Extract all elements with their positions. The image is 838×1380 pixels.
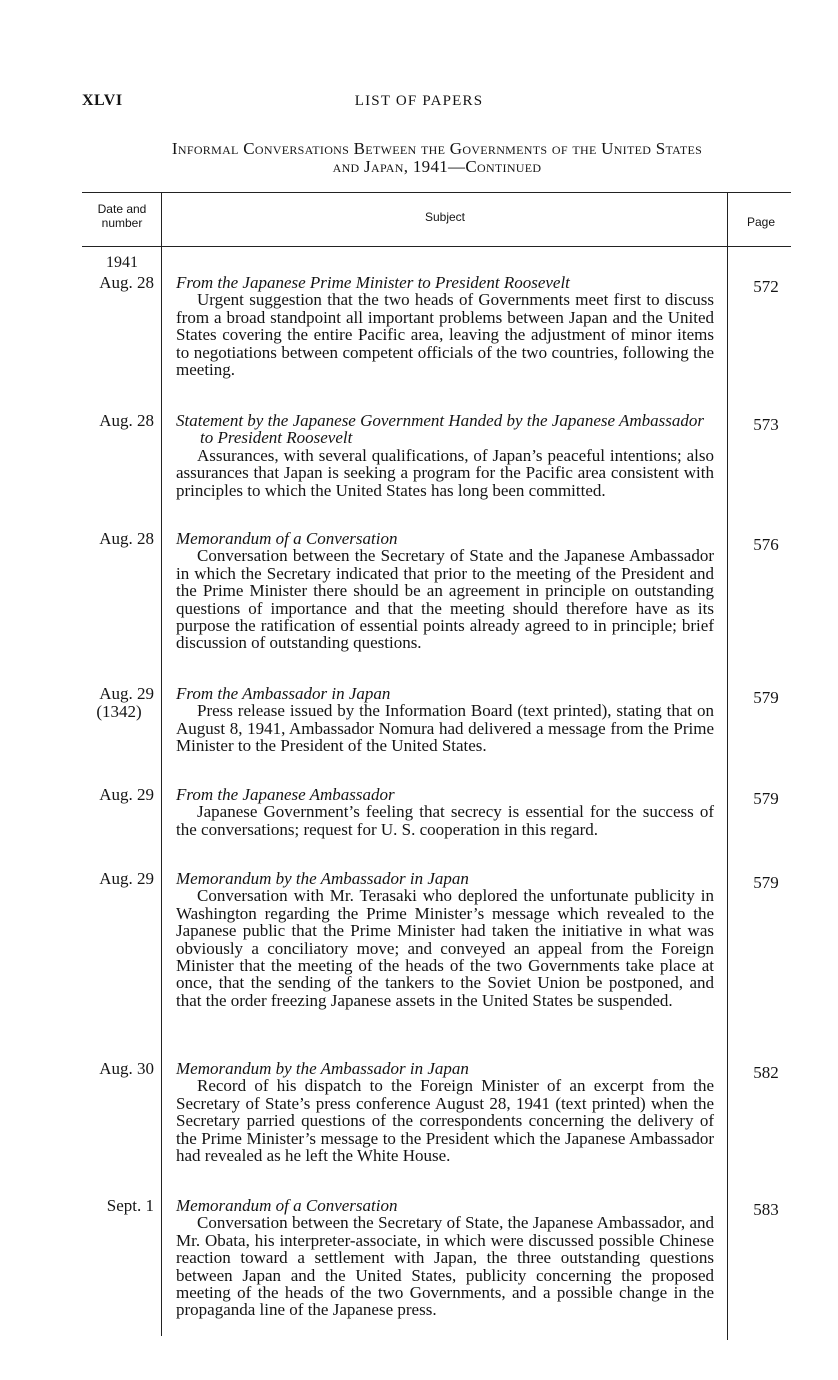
entry-subject bbox=[176, 274, 714, 378]
running-head: LIST OF PAPERS bbox=[354, 93, 484, 109]
entry-subject bbox=[176, 412, 714, 499]
entry-page: 576 bbox=[753, 535, 779, 554]
entry-title: Memorandum by the Ambassador in Japan bbox=[176, 869, 469, 888]
entry-date bbox=[78, 685, 154, 721]
column-header-page: Page bbox=[746, 215, 776, 229]
entry-date bbox=[78, 786, 154, 804]
entry-date-text: Aug. 28 bbox=[99, 529, 154, 548]
entry-subject bbox=[176, 1197, 714, 1319]
entry-title: Memorandum of a Conversation bbox=[176, 529, 398, 548]
entry-title: Memorandum by the Ambassador in Japan bbox=[176, 1059, 469, 1078]
entry-title: From the Ambassador in Japan bbox=[176, 684, 391, 703]
entry-title: Statement by the Japanese Government Handed by the Japanese Ambassador to President Roosevelt bbox=[176, 411, 704, 448]
entry-date bbox=[78, 1197, 154, 1215]
entry-date bbox=[78, 870, 154, 888]
entry-page: 583 bbox=[753, 1200, 779, 1219]
entry-description: Assurances, with several qualifications, of Japan’s peaceful intentions; also assurances that Japan is seeking a program for the Pacific area consistent with principles to which the United States has long been committed. bbox=[176, 445, 714, 500]
entry-subject bbox=[176, 870, 714, 1009]
entry-subject bbox=[176, 530, 714, 652]
entry-date-text: Aug. 28 bbox=[99, 273, 154, 292]
section-title bbox=[82, 140, 792, 176]
entry-document-number: (1342) bbox=[96, 702, 142, 721]
entry-description: Urgent suggestion that the two heads of Governments meet first to discuss from a broad standpoint all important problems between Japan and the United States covering the entire Pacific area, leaving the adjustment of minor items to negotiations between competent officials of the two countries, following the meeting. bbox=[176, 290, 714, 380]
entry-title: From the Japanese Ambassador bbox=[176, 785, 395, 804]
column-header-date-line-2: number bbox=[101, 216, 143, 230]
section-title-line-2: and Japan, 1941—Continued bbox=[332, 157, 542, 176]
table-top-rule bbox=[82, 192, 791, 193]
entry-description: Japanese Government’s feeling that secrecy is essential for the success of the conversations; request for U. S. cooperation in this regard. bbox=[176, 802, 714, 839]
column-header-date bbox=[84, 202, 160, 230]
section-title-line-1: Informal Conversations Between the Governments of the United States bbox=[171, 139, 703, 158]
entry-description: Conversation between the Secretary of State, the Japanese Ambassador, and Mr. Obata, his interpreter-associate, in which were discussed possible Chinese reaction toward a settlement with Japan, the three outstanding questions between Japan and the United States, publicity concerning the proposed meeting of the heads of the two Governments, and a possible change in the propaganda line of the Japanese press. bbox=[176, 1213, 714, 1320]
column-header-date-line-1: Date and bbox=[97, 202, 147, 216]
entry-page: 572 bbox=[753, 277, 779, 296]
entry-page: 579 bbox=[753, 789, 779, 808]
entry-subject bbox=[176, 685, 714, 755]
entry-subject bbox=[176, 1060, 714, 1164]
entry-description: Record of his dispatch to the Foreign Minister of an excerpt from the Secretary of State’s press conference August 28, 1941 (text printed) when the Secretary parried questions of the correspondents concerning the delivery of the Prime Minister’s message to the President which the Japanese Ambassador had revealed as he left the White House. bbox=[176, 1076, 714, 1166]
entry-date-text: Sept. 1 bbox=[106, 1196, 154, 1215]
entry-date bbox=[78, 530, 154, 548]
page-column-divider bbox=[727, 192, 728, 1340]
date-column-divider bbox=[161, 192, 162, 1336]
entry-date-text: Aug. 29 bbox=[99, 869, 154, 888]
entry-date-text: Aug. 29 bbox=[99, 785, 154, 804]
entry-page: 579 bbox=[753, 873, 779, 892]
entry-date-text: Aug. 30 bbox=[99, 1059, 154, 1078]
entry-description: Conversation with Mr. Terasaki who deplored the unfortunate publicity in Washington regarding the Prime Minister’s message which revealed to the Japanese public that the Prime Minister had taken the initiative in what was obviously a conciliatory move; and conveyed an appeal from the Foreign Minister that the meeting of the heads of the two Governments take place at once, that the sending of the tankers to the Soviet Union be postponed, and that the order freezing Japanese assets in the United States be suspended. bbox=[176, 886, 714, 1010]
entry-date bbox=[78, 412, 154, 430]
entry-description: Conversation between the Secretary of State and the Japanese Ambassador in which the Secretary indicated that prior to the meeting of the President and the Prime Minister there should be an agreement in principle on outstanding questions of importance and that the meeting should therefore have as its purpose the ratification of essential points already agreed to in principle; brief discussion of outstanding questions. bbox=[176, 546, 714, 653]
entry-title: From the Japanese Prime Minister to President Roosevelt bbox=[176, 273, 570, 292]
entry-date bbox=[78, 274, 154, 292]
column-header-subject: Subject bbox=[424, 210, 466, 224]
entry-description: Press release issued by the Information Board (text printed), stating that on August 8, 1941, Ambassador Nomura had delivered a message from the Prime Minister to the President of the United States. bbox=[176, 701, 714, 756]
entry-date-text: Aug. 29 bbox=[99, 684, 154, 703]
entry-page: 579 bbox=[753, 688, 779, 707]
table-header-rule bbox=[82, 246, 791, 247]
entry-title: Memorandum of a Conversation bbox=[176, 1196, 398, 1215]
entry-page: 573 bbox=[753, 415, 779, 434]
entry-page: 582 bbox=[753, 1063, 779, 1082]
entry-date-text: Aug. 28 bbox=[99, 411, 154, 430]
entry-subject bbox=[176, 786, 714, 838]
page-number: XLVI bbox=[82, 92, 123, 109]
year-label: 1941 bbox=[106, 254, 138, 271]
entry-date bbox=[78, 1060, 154, 1078]
